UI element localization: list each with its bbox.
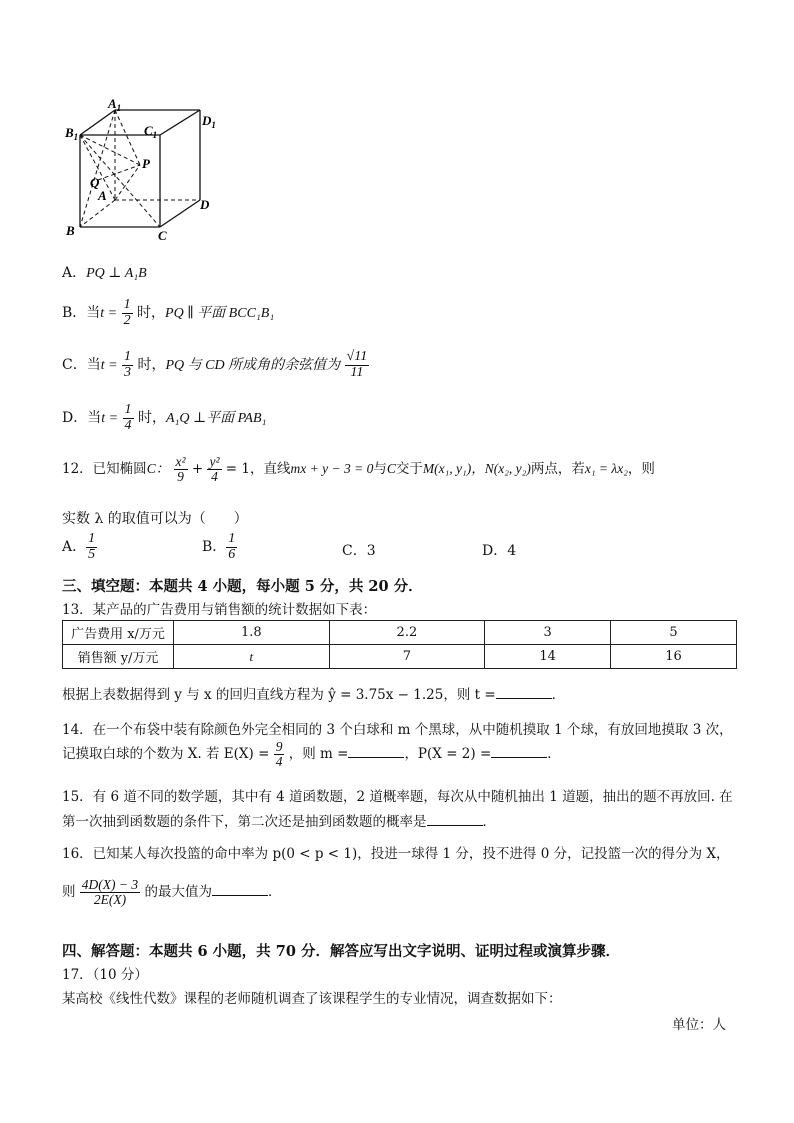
q12-option-d: D．4 (482, 543, 517, 559)
label-C: C (158, 228, 167, 243)
q13-data-table (62, 620, 737, 669)
q11-option-a: A．PQ ⊥ A₁B (62, 265, 147, 281)
table-cell: 5 (611, 621, 737, 645)
table-row (63, 621, 737, 645)
cube-figure (60, 95, 230, 245)
q12-option-b: B． $\frac{1}{6}$ (202, 531, 236, 562)
table-header-cell: 广告费用 x/万元 (63, 621, 174, 645)
q13-regression: 根据上表数据得到 y 与 x 的回归直线方程为 ŷ = 3.75x − 1.25，则 t = ． (62, 687, 566, 703)
label-A: A (98, 188, 107, 203)
label-C1: $C_1$ (144, 123, 158, 140)
answer-blank (348, 745, 404, 758)
table-cell: 7 (329, 645, 485, 669)
fraction: $\frac{1}{2}$ (123, 297, 131, 328)
q12-option-c: C．3 (342, 543, 376, 559)
answer-blank (212, 883, 268, 896)
fraction: $\frac{1}{3}$ (124, 349, 132, 380)
label-D1: $D_1$ (202, 113, 216, 130)
fraction: $\frac{4D(X) - 3}{2E(X)}$ (81, 877, 139, 908)
label-B1: $B_1$ (65, 125, 79, 142)
table-cell: 16 (611, 645, 737, 669)
q12-stem: 12．已知椭圆C： $\frac{\text{x²}}{9}$ + $\frac{\text{y²}}{4}$ = 1，直线mx + y − 3 = 0与C交于M(x₁, y₁)，N(x₂, y₂)两点，若x₁ = λx₂，则 (62, 454, 655, 485)
q15-line1: 15．有 6 道不同的数学题，其中有 4 道函数题，2 道概率题，每次从中随机抽出 1 道题，抽出的题不再放回. 在 (62, 789, 733, 805)
label-D: D (200, 197, 210, 212)
table-header-cell: 销售额 y/万元 (63, 645, 174, 669)
fraction: $\frac{\text{x²}}{9}$ (175, 454, 186, 485)
table-cell: t (174, 645, 330, 669)
table-cell: 14 (485, 645, 611, 669)
answer-blank (496, 686, 552, 699)
q16-line1: 16．已知某人每次投篮的命中率为 p(0 < p < 1)，投进一球得 1 分，投不进得 0 分，记投篮一次的得分为 X， (62, 846, 730, 862)
answer-blank (427, 813, 483, 826)
answer-blank (491, 745, 547, 758)
q14-line1: 14．在一个布袋中装有除颜色外完全相同的 3 个白球和 m 个黑球，从中随机摸取 1 个球，有放回地摸取 3 次， (62, 722, 733, 738)
q17-score: 17．（10 分） (62, 967, 148, 983)
q17-unit: 单位：人 (672, 1017, 726, 1033)
section-4-heading: 四、解答题：本题共 6 小题，共 70 分．解答应写出文字说明、证明过程或演算步骤． (62, 943, 620, 960)
q16-line2: 则 $\frac{4D(X) - 3}{2E(X)}$ 的最大值为 ． (62, 877, 282, 908)
q14-line2: 记摸取白球的个数为 X. 若 E(X) = $\frac{9}{4}$ ，则 m = ，P(X = 2) = ． (62, 739, 561, 770)
q12-line2: 实数 λ 的取值可以为（ ） (62, 511, 248, 527)
label-B: B (66, 223, 75, 238)
q11-option-c: C．当t = $\frac{1}{3}$ 时，PQ 与 CD 所成角的余弦值为 $\frac{√11}{11}$ (62, 349, 368, 380)
table-row (63, 645, 737, 669)
label-Q: Q (90, 175, 100, 190)
fraction: $\frac{1}{4}$ (124, 402, 132, 433)
fraction: $\frac{\text{y²}}{4}$ (209, 454, 220, 485)
fraction: $\frac{√11}{11}$ (346, 349, 368, 380)
q11-option-b: B．当t = $\frac{1}{2}$ 时，PQ ∥ 平面 BCC₁B₁ (62, 297, 275, 328)
q17-stem: 某高校《线性代数》课程的老师随机调查了该课程学生的专业情况，调查数据如下： (62, 991, 562, 1007)
q15-line2: 第一次抽到函数题的条件下，第二次还是抽到函数题的概率是 ． (62, 814, 496, 830)
fraction: $\frac{1}{5}$ (88, 531, 96, 562)
table-cell: 3 (485, 621, 611, 645)
fraction: $\frac{1}{6}$ (228, 531, 236, 562)
section-3-heading: 三、填空题：本题共 4 小题，每小题 5 分，共 20 分． (62, 578, 423, 595)
q11-option-d: D．当t = $\frac{1}{4}$ 时，A₁Q ⊥平面 PAB₁ (62, 402, 267, 433)
table-cell: 1.8 (174, 621, 330, 645)
table-cell: 2.2 (329, 621, 485, 645)
q13-stem: 13．某产品的广告费用与销售额的统计数据如下表： (62, 602, 377, 618)
label-A1: $A_1$ (108, 96, 122, 113)
fraction: $\frac{9}{4}$ (275, 739, 283, 770)
q12-option-a: A． $\frac{1}{5}$ (62, 531, 96, 562)
label-P: P (142, 156, 150, 171)
